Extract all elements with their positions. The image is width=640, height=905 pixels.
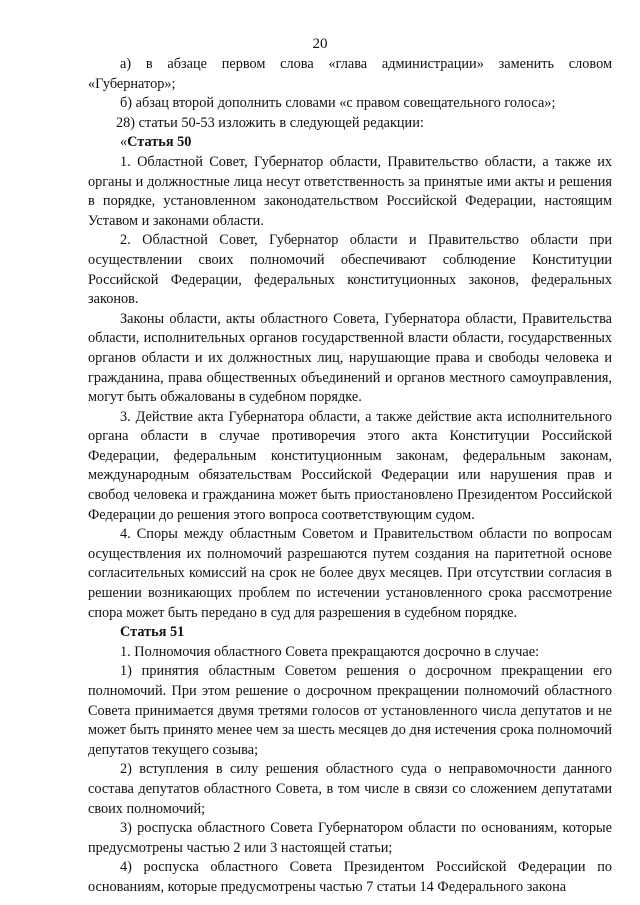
article-50-part-1: 1. Областной Совет, Губернатор области, Правительство области, а также их органы и должностные лица несут ответственность за принятые ими акты и решения в порядке, установленном законодательством Российской Федерации, настоящим Уставом и законами области. [88, 153, 612, 229]
article-50-part-2-continuation: Законы области, акты областного Совета, Губернатора области, Правительства области, исполнительных органов государственной власти области, государственных органов области и их должностных лиц, нарушающие права и свободы человека и гражданина, права общественных объединений и органов местного самоуправления, могут быть обжалованы в судебном порядке. [88, 310, 612, 406]
article-51-item-1: 1) принятия областным Советом решения о досрочном прекращении его полномочий. При этом решение о досрочном прекращении полномочий областного Совета принимается двумя третями голосов от установленного числа депутатов и не может быть принято менее чем за шесть месяцев до дня истечения срока полномочий депутатов текущего созыва; [88, 663, 612, 758]
article-50-heading [88, 133, 612, 153]
amendment-paragraph-b: б) абзац второй дополнить словами «с правом совещательного голоса»; [120, 95, 556, 112]
article-51-part-1: 1. Полномочия областного Совета прекращаются досрочно в случае: [120, 643, 540, 660]
article-51-item-2: 2) вступления в силу решения областного суда о неправомочности данного состава депутатов областного Совета, в том числе в связи со сложением депутатами своих полномочий; [88, 761, 612, 817]
opening-quote-mark: « [120, 134, 128, 151]
document-body [88, 55, 612, 898]
article-50-part-3: 3. Действие акта Губернатора области, а также действие акта исполнительного органа области в случае противоречия этого акта Конституции Российской Федерации, федеральным конституционным законам, федеральным законам, международным обязательствам Российской Федерации или нарушения прав и свобод человека и гражданина может быть приостановлено Президентом Российской Федерации до решения этого вопроса соответствующим судом. [88, 408, 612, 523]
article-50-part-4: 4. Споры между областным Советом и Правительством области по вопросам осуществления их полномочий разрешаются путем создания на паритетной основе согласительных комиссий на срок не более двух месяцев. При отсутствии согласия в решении возникающих проблем по истечении установленного срока рассмотрение спора может быть передано в суд для разрешения в судебном порядке. [88, 526, 612, 621]
page-number: 20 [312, 36, 328, 52]
article-51-item-4: 4) роспуска областного Совета Президентом Российской Федерации по основаниям, которые предусмотрены частью 7 статьи 14 Федерального закона [88, 859, 612, 895]
article-50-part-2: 2. Областной Совет, Губернатор области и Правительство области при осуществлении своих полномочий обеспечивают соблюдение Конституции Российской Федерации, федеральных конституционных законов, федеральных законов. [88, 232, 612, 308]
article-50-title: Статья 50 [127, 134, 192, 151]
amendment-paragraph-a: а) в абзаце первом слова «глава администрации» заменить словом «Губернатор»; [88, 56, 612, 92]
article-51-heading: Статья 51 [120, 624, 185, 641]
amendment-item-28: 28) статьи 50-53 изложить в следующей редакции: [116, 114, 424, 131]
article-51-item-3: 3) роспуска областного Совета Губернатором области по основаниям, которые предусмотрены частью 2 или 3 настоящей статьи; [88, 820, 612, 856]
